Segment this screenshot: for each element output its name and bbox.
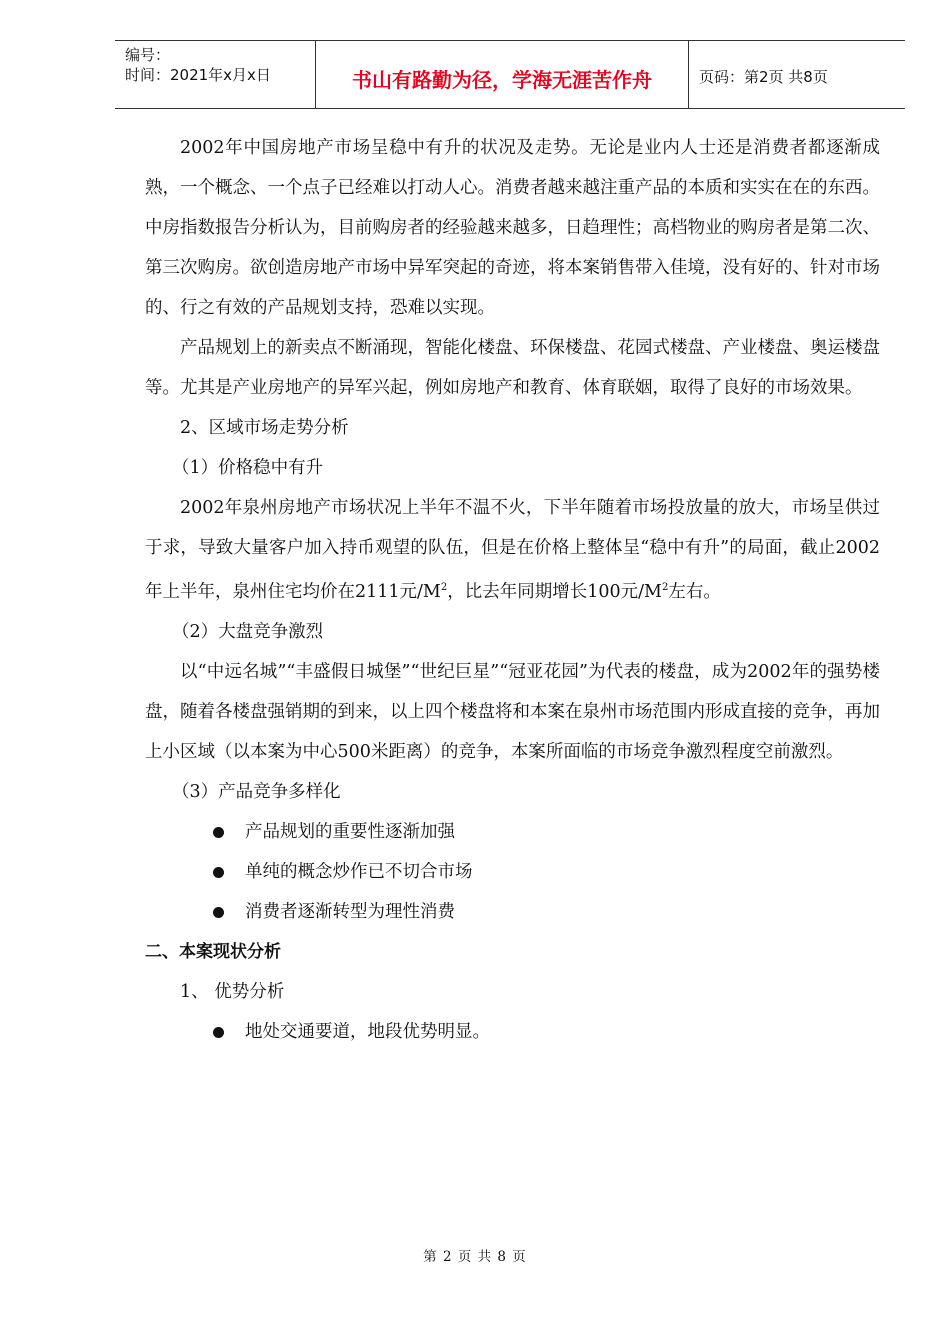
list-item bbox=[145, 1012, 880, 1052]
header-page-info: 页码：第2页 共8页 bbox=[699, 68, 828, 86]
section-heading-current-analysis: 二、本案现状分析 bbox=[145, 941, 281, 962]
paragraph-text: 2002年泉州房地产市场状况上半年不温不火，下半年随着市场投放量的放大，市场呈供过于求，导致大量客户加入持币观望的队伍，但是在价格上整体呈“稳中有升”的局面，截止2002年上半年，泉州住宅均价在2111元/M bbox=[145, 498, 880, 602]
paragraph-text: ，比去年同期增长100元/M bbox=[447, 581, 662, 602]
page-footer: 第 2 页 共 8 页 bbox=[423, 1249, 527, 1265]
doc-time-label: 时间：2021年x月x日 bbox=[125, 66, 271, 84]
paragraph-product-planning: 产品规划上的新卖点不断涌现，智能化楼盘、环保楼盘、花园式楼盘、产业楼盘、奥运楼盘等。尤其是产业房地产的异军兴起，例如房地产和教育、体育联姻，取得了良好的市场效果。 bbox=[145, 338, 880, 398]
subheading-price: （1）价格稳中有升 bbox=[172, 458, 324, 478]
header-motto-cell bbox=[316, 41, 689, 108]
paragraph-quanzhou-market bbox=[145, 488, 880, 612]
superscript: 2 bbox=[440, 582, 448, 593]
doc-code-label: 编号： bbox=[125, 46, 171, 64]
bullet-list bbox=[145, 1012, 880, 1052]
paragraph-text: 左右。 bbox=[668, 581, 721, 602]
list-item-text: 单纯的概念炒作已不切合市场 bbox=[245, 861, 473, 882]
paragraph-market-trend: 2002年中国房地产市场呈稳中有升的状况及走势。无论是业内人士还是消费者都逐渐成熟，一个概念、一个点子已经难以打动人心。消费者越来越注重产品的本质和实实在在的东西。中房指数报告分析认为，目前购房者的经验越来越多，日趋理性；高档物业的购房者是第二次、第三次购房。欲创造房地产市场中异军突起的奇迹，将本案销售带入佳境，没有好的、针对市场的、行之有效的产品规划支持，恐难以实现。 bbox=[145, 138, 880, 318]
bullet-icon bbox=[213, 867, 224, 878]
subheading-competition: （2）大盘竞争激烈 bbox=[172, 621, 324, 642]
subheading-diversity: （3）产品竞争多样化 bbox=[172, 781, 341, 802]
item-advantage-analysis: 1、 优势分析 bbox=[180, 981, 285, 1002]
superscript: 2 bbox=[661, 582, 669, 593]
list-item-text: 消费者逐渐转型为理性消费 bbox=[245, 901, 455, 922]
document-body bbox=[145, 128, 880, 1052]
heading-regional-market: 2、区域市场走势分析 bbox=[180, 418, 349, 438]
paragraph-competition: 以“中远名城”“丰盛假日城堡”“世纪巨星”“冠亚花园”为代表的楼盘，成为2002年的强势楼盘，随着各楼盘强销期的到来，以上四个楼盘将和本案在泉州市场范围内形成直接的竞争，再加上小区域（以本案为中心500米距离）的竞争，本案所面临的市场竞争激烈程度空前激烈。 bbox=[145, 661, 880, 762]
header-page-cell bbox=[689, 41, 905, 108]
page-header bbox=[115, 40, 905, 109]
bullet-icon bbox=[213, 907, 224, 918]
bullet-list bbox=[145, 812, 880, 932]
list-item bbox=[145, 892, 880, 932]
header-motto: 书山有路勤为径，学海无涯苦作舟 bbox=[352, 68, 652, 92]
bullet-icon bbox=[213, 827, 224, 838]
list-item-text: 地处交通要道，地段优势明显。 bbox=[245, 1021, 490, 1042]
list-item-text: 产品规划的重要性逐渐加强 bbox=[245, 821, 455, 842]
list-item bbox=[145, 852, 880, 892]
list-item bbox=[145, 812, 880, 852]
header-meta-cell bbox=[115, 41, 316, 108]
bullet-icon bbox=[213, 1027, 224, 1038]
